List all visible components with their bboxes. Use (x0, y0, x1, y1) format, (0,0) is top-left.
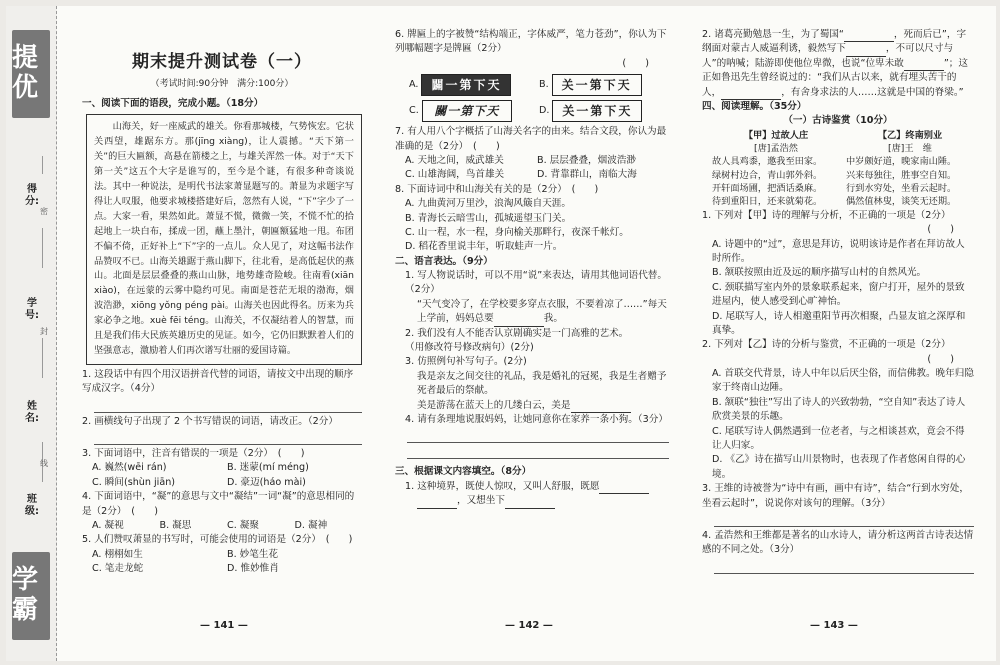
plaque-image: 關一第下天 (422, 100, 512, 122)
page-number: — 141 — (200, 620, 248, 631)
answer-paren: ( ) (927, 224, 954, 236)
option: A. 首联交代背景，诗人中年以后厌尘俗，而信佛教。晚年归隐家于终南山边陲。 (712, 368, 974, 394)
poems (702, 129, 974, 209)
page-141 (82, 28, 362, 577)
option: B. 颔联按照由近及远的顺序描写山村的自然风光。 (712, 267, 927, 279)
question: 7. 有人用八个字概括了山海关名字的由来。结合文段，你认为最准确的是（2分） ( ) (395, 126, 667, 152)
fill-blank[interactable] (904, 60, 944, 71)
answer-line[interactable] (714, 560, 974, 574)
answer-paren: ( ) (927, 353, 954, 365)
plaque-option[interactable] (539, 74, 669, 96)
section-heading: 三、根据课文内容填空。（8分） (395, 466, 532, 478)
quote-end: 我。 (543, 313, 563, 325)
quote-text: “天气变冷了，在学校要多穿点衣服，不要着凉了……”每天上学前，妈妈总要 (417, 298, 667, 325)
plaque-options (395, 74, 669, 122)
option: A. 九曲黄河万里沙，浪淘风簸自天涯。 (405, 198, 571, 210)
option: A. 诗题中的“过”，意思是拜访，说明该诗是作者在拜访故人时所作。 (712, 238, 965, 264)
poem-line: 绿树村边合，青山郭外斜。 (712, 169, 823, 181)
poem-line: 行到水穷处，坐看云起时。 (846, 183, 957, 195)
question-text: ，又想坐下 (457, 495, 505, 507)
question (702, 28, 974, 100)
option: D. 尾联写人，诗人相邀重阳节再次相聚，凸显友谊之深厚和真挚。 (712, 310, 966, 336)
poem-author: [唐]王 维 (888, 143, 932, 155)
question-text (395, 298, 669, 327)
options (395, 154, 669, 183)
subsection-heading: （一）古诗鉴赏（10分） (783, 115, 893, 127)
option: C. 颈联描写室内外的景象联系起来，窗户打开，屋外的景致进屋内，使人感受到心旷神怡。 (712, 281, 965, 308)
option: D. 《乙》诗在描写山川景物时，也表现了作者悠闲自得的心境。 (712, 454, 966, 480)
fill-blank[interactable] (417, 498, 457, 509)
strip-line (42, 338, 43, 378)
section-heading: 二、语言表达。（9分） (395, 255, 493, 267)
section-heading: 四、阅读理解。（35分） (702, 100, 807, 112)
option: B. 颔联“独往”写出了诗人的兴致勃勃，“空自知”表达了诗人欣赏美景的乐趣。 (712, 396, 966, 423)
options (395, 197, 669, 255)
page-number: — 143 — (810, 620, 858, 631)
options (702, 367, 974, 482)
fill-blank[interactable] (494, 316, 544, 327)
poem-line: 偶然值林叟，谈笑无还期。 (846, 196, 957, 208)
poem-line: 中岁颇好道，晚家南山陲。 (846, 156, 957, 168)
question (395, 480, 669, 494)
question: 1. 这段话中有四个用汉语拼音代替的词语，请按文中出现的顺序写成汉字。（4分） (82, 368, 354, 395)
option: D. 凝神 (294, 520, 328, 532)
fill-blank[interactable] (844, 31, 894, 42)
option: C. 山一程，水一程，身向榆关那畔行，夜深千帐灯。 (405, 226, 629, 238)
reading-passage: 山海关，好一座威武的雄关。你看那城楼，气势恢宏。它状关西望，雄踞东方。那(jīng xiàng)，让人震撼。“天下第一关”的巨大匾额，高悬在箭楼之上，与雄关浑然一体。对于“天下第一关”这五个大字是谁写的，至今是个谜，有很多种奇谈说法。其中一种说法，是明代书法家萧显题写的。萧显为求题字写得让人叹服，他要求城楼搭建好后，忽然有人说，“下”字少了一点。大家一看，果然如此。萧显不慌，微微一笑，不慌不忙的拾起地上一块白布，揉成一团，蘸上墨汁，朝匾额猛地一甩。布团不偏不倚，正好补上“下”字的一点儿。众人见了，对这幅书法作品赞叹不已。山海关雄踞于燕山脚下，往北看，是高低起伏的燕山。北面是层层叠叠的燕山山脉，地势雄奇险峻。往南看(xiān xiào)，在远蒙的云雾中隐约可见。南面是苍茫无垠的渤海，烟波浩渺，xiōng yǒng péng pài。山海关也因此得名。历来为兵家必争之地。xuè fēi téng。山海关，不仅凝结着人的智慧，而且是我们伟大民族英雄历史的见证。如今，它仍旧默默着人们的坚强意志，激励着人们再次谱写壮丽的爱国诗篇。 (86, 114, 362, 365)
question: 2. 画横线句子出现了 2 个书写错误的词语，请改正。（2分） (82, 415, 338, 427)
fill-blank[interactable] (505, 498, 555, 509)
fill-blank[interactable] (571, 402, 631, 413)
score-field-label: 得分: (25, 184, 39, 207)
question-text (395, 494, 669, 508)
poem-a (712, 129, 840, 209)
poem-line: 开轩面场圃，把酒话桑麻。 (712, 183, 823, 195)
cut-mark: 线 (40, 459, 48, 468)
plaque-option[interactable] (409, 100, 539, 122)
question: 1. 下列对【甲】诗的理解与分析，不正确的一项是（2分） (702, 209, 951, 221)
option: B. 凝思 (159, 520, 192, 532)
question: 5. 人们赞叹萧显的书写时，可能会使用的词语是（2分） ( ) (82, 534, 353, 546)
strip-line (42, 156, 43, 174)
question: 3. 下面词语中，注音有错误的一项是（2分） ( ) (82, 448, 305, 460)
poem-line: 故人具鸡黍，邀我至田家。 (712, 156, 823, 168)
answer-line[interactable] (407, 445, 669, 459)
option: D. 背靠群山，南临大海 (537, 169, 637, 181)
answer-line[interactable] (714, 513, 974, 527)
option: C. 笔走龙蛇 (92, 563, 144, 575)
question-note: （用修改符号修改病句）(2分) (405, 342, 534, 354)
answer-line[interactable] (94, 399, 362, 413)
question: 2. 我们没有人不能否认京剧确实是一门高雅的艺术。 (405, 327, 629, 339)
plaque-image: 闢一第下天 (421, 74, 511, 96)
strip-label-top: 提优 (12, 30, 50, 118)
page-number: — 142 — (505, 620, 553, 631)
option: A. 凝视 (92, 520, 124, 532)
strip-line (42, 228, 43, 268)
student-no-field-label: 学号: (25, 298, 39, 321)
exam-title: 期末提升测试卷（一） (132, 52, 312, 72)
question: 3. 仿照例句补写句子。(2分) (405, 356, 527, 368)
question-text: ，有舍身求法的人……这就是中国的脊梁。” (781, 86, 964, 98)
question-text: ，不可以尺寸与人”的呐喊；陆游即使他位卑微，也说“位卑未敢 (702, 43, 954, 69)
question-text: 2. 诸葛亮勤勉恳一生，为了蜀国“ (702, 29, 844, 40)
cut-mark: 封 (40, 327, 48, 336)
poem-line: 待到重阳日，还来就菊花。 (712, 196, 823, 208)
question: 1. 写人物说话时，可以不用“说”来表达，请用其他词语代替。（2分） (405, 270, 667, 296)
answer-line[interactable] (407, 429, 669, 443)
plaque-image: 关一第下天 (552, 74, 642, 96)
option: C. 瞬间(shùn jiān) (92, 476, 176, 488)
option: B. 青海长云暗雪山，孤城遥望玉门关。 (405, 212, 572, 224)
question: 4. 下面词语中，“凝”的意思与文中“凝结”一词“凝”的意思相同的是（2分） ( ) (82, 491, 355, 517)
question-text: 1. 这种境界，既使人惊叹，又叫人舒服，既愿 (405, 480, 600, 492)
option: D. 惟妙惟肖 (227, 563, 279, 575)
option-letter: B. (539, 78, 549, 90)
options (702, 238, 974, 339)
cut-mark: 密 (40, 207, 48, 216)
options (82, 461, 362, 490)
poem-line: 兴来每独往，胜事空自知。 (846, 169, 957, 181)
option: A. 巍然(wēi rán) (92, 462, 167, 474)
page-143 (702, 28, 974, 576)
example-sentence: 我是亲友之间交往的礼品，我是婚礼的冠冕，我是生者赠予死者最后的祭献。 (417, 370, 667, 397)
option: B. 层层叠叠，烟波浩渺 (537, 154, 637, 166)
question: 6. 牌匾上的字被赞“结构端正，字体威严，笔力苍劲”，你认为下列哪幅题字是牌匾（2分） (395, 29, 667, 55)
option: C. 尾联写诗人偶然遇到一位老者，与之相谈甚欢，竟会不得让人归家。 (712, 425, 965, 452)
option: B. 妙笔生花 (227, 548, 279, 560)
options (82, 519, 362, 533)
binding-strip (6, 6, 57, 661)
options (82, 548, 362, 577)
option: D. 稻花香里说丰年，听取蛙声一片。 (405, 241, 563, 253)
option: C. 凝聚 (227, 520, 259, 532)
question: 4. 孟浩然和王维都是著名的山水诗人，请分析这两首古诗表达情感的不同之处。（3分） (702, 530, 974, 556)
fill-sentence (395, 399, 669, 413)
plaque-option[interactable] (409, 74, 539, 96)
question: 4. 请有条理地说服妈妈，让她同意你在家养一条小狗。（3分） (405, 413, 668, 425)
poem-title: 【乙】终南别业 (877, 129, 943, 141)
answer-line[interactable] (94, 431, 362, 445)
name-field-label: 姓名: (25, 401, 39, 424)
option: C. 山雄海阔，鸟首雄关 (405, 169, 505, 181)
question: 3. 王维的诗被誉为“诗中有画，画中有诗”，结合“行到水穷处，坐看云起时”，说说你对该句的理解。（3分） (702, 483, 969, 509)
page-142 (395, 28, 669, 509)
strip-label-bottom: 学霸 (12, 552, 50, 640)
section-heading: 一、阅读下面的语段，完成小题。（18分） (82, 98, 264, 109)
plaque-option[interactable] (539, 100, 669, 122)
question-text: ”；这正如鲁迅先生曾经说过的：“我们从古以来，就有埋头苦干的人， (702, 57, 968, 98)
question: 2. 下列对【乙】诗的分析与鉴赏，不正确的一项是（2分） (702, 339, 951, 351)
question: 8. 下面诗词中和山海关有关的是（2分） ( ) (395, 183, 599, 195)
fill-blank[interactable] (599, 483, 649, 494)
poem-author: [唐]孟浩然 (754, 143, 798, 155)
option-letter: C. (409, 104, 419, 116)
poem-title: 【甲】过故人庄 (743, 129, 809, 141)
fill-blank[interactable] (846, 46, 886, 57)
poem-b (846, 129, 974, 209)
option-letter: D. (539, 104, 550, 116)
class-field-label: 班级: (25, 494, 39, 517)
answer-paren: ( ) (622, 57, 649, 69)
exam-subtitle: （考试时间:90分钟 满分:100分） (150, 78, 294, 89)
sentence-start: 美是游荡在蓝天上的几缕白云，美是 (417, 399, 571, 411)
option: A. 天地之间，威武雄关 (405, 154, 504, 166)
option: A. 栩栩如生 (92, 548, 143, 560)
option-letter: A. (409, 78, 419, 90)
option: B. 迷蒙(mí méng) (227, 462, 309, 474)
question-text: ，死而后已”，字纲面对蒙古人威逼利诱，毅然写下 (702, 29, 967, 55)
option: D. 豪迈(háo mài) (227, 476, 306, 488)
fill-blank[interactable] (721, 89, 781, 100)
plaque-image: 关一第下天 (552, 100, 642, 122)
